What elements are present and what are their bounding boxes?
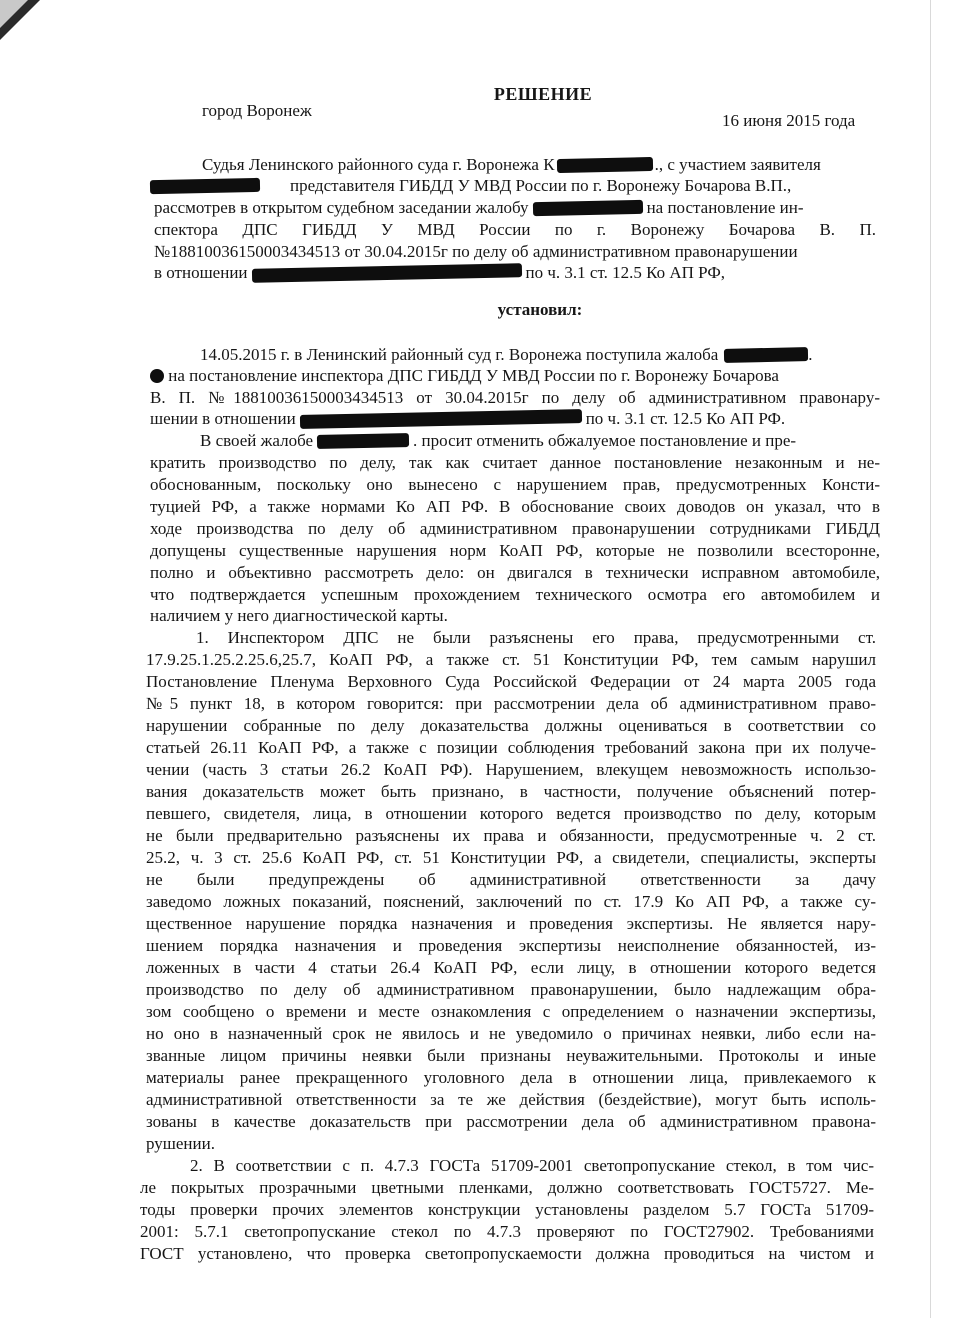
text-line: чении (часть 3 статьи 26.2 КоАП РФ). Нарушением, влекущем невозможность использо-: [146, 760, 876, 779]
scan-edge-line: [930, 0, 931, 1318]
text-line: шении в отношении по ч. 3.1 ст. 12.5 Ко АП РФ.: [150, 409, 786, 428]
text-line: вания доказательств может быть признано, в частности, получение объяснений потер-: [146, 782, 876, 801]
decision-date: 16 июня 2015 года: [722, 111, 856, 130]
text-line: 2. В соответствии с п. 4.7.3 ГОСТа 51709-2001 светопропускание стекол, в том чис-: [190, 1156, 874, 1175]
text-line: 17.9.25.1.25.2.25.6,25.7, КоАП РФ, а также ст. 51 Конституции РФ, тем самым нарушил: [146, 650, 876, 669]
redaction-mark: [300, 409, 582, 429]
text-line: рушении.: [146, 1134, 215, 1153]
text-line: административной ответственности за те же действия (бездействие), могут быть исполь-: [146, 1090, 876, 1109]
redaction-mark: [150, 369, 164, 383]
text-line: ГОСТ установлено, что проверка светопропускаемости должна проводиться на чистом и: [140, 1244, 874, 1263]
text-line: что подтверждается успешным прохождением технического осмотра его автомобилем и: [150, 585, 880, 604]
redaction-mark: [556, 157, 652, 173]
text-line: ложенных в части 4 статьи 26.4 КоАП РФ, если лицу, в отношении которого ведется: [146, 958, 876, 977]
text-line: допущены существенные нарушения норм КоАП РФ, которые не позволили всесторонне,: [150, 541, 880, 560]
redaction-mark: [251, 263, 521, 283]
redaction-mark: [532, 200, 642, 216]
text-line: спектора ДПС ГИБДД У МВД России по г. Воронежу Бочарова В. П.: [154, 220, 876, 239]
text-line: не были предупреждены об административной ответственности за дачу: [146, 870, 876, 889]
text-line: В. П. №18810036150003434513 от 30.04.2015г по делу об административном правонару-: [150, 388, 880, 407]
text-line: званные лицом причины неявки были признаны неуважительными. Протоколы и иные: [146, 1046, 876, 1065]
text-line: рассмотрев в открытом судебном заседании жалобу на постановление ин-: [154, 198, 804, 217]
text-line: материалы ранее прекращенного уголовного дела в отношении лица, привлекаемого к: [146, 1068, 876, 1087]
text-line: наличием у него диагностической карты.: [150, 606, 448, 625]
text-line: 2001: 5.7.1 светопропускание стекол по 4.7.3 проверяют по ГОСТ27902. Требованиями: [140, 1222, 874, 1241]
text-line: но оно в назначенный срок не явилось и не уведомило о причинах неявки, либо если на-: [146, 1024, 876, 1043]
section-heading: установил:: [497, 300, 583, 319]
text-line: кратить производство по делу, так как считает данное постановление незаконным и не-: [150, 453, 880, 472]
text-line: 14.05.2015 г. в Ленинский районный суд г. Воронежа поступила жалоба .: [200, 345, 813, 364]
redaction-mark: [724, 347, 808, 363]
text-line: шением порядка назначения и проведения экспертизы неисполнение обязанностей, из-: [146, 936, 876, 955]
text-line: 1. Инспектором ДПС не были разъяснены его права, предусмотренными ст.: [196, 628, 876, 647]
text-line: ходе производства по делу об административном правонарушении сотрудниками ГИБДД: [150, 519, 880, 538]
text-line: щественное нарушение порядка назначения и проведения экспертизы. Не является нару-: [146, 914, 876, 933]
text-line: №5 пункт 18, в котором говорится: при рассмотрении дела об административном право-: [146, 694, 876, 713]
city-label: город Воронеж: [202, 101, 312, 120]
text-line: №18810036150003434513 от 30.04.2015г по делу об административном правонарушении: [154, 242, 798, 261]
text-line: в отношении по ч. 3.1 ст. 12.5 Ко АП РФ,: [154, 263, 725, 282]
page-corner-fold-inner: [0, 0, 28, 28]
text-line: 25.2, ч. 3 ст. 25.6 КоАП РФ, ст. 51 Конституции РФ, а свидетели, специалисты, эксперты: [146, 848, 876, 867]
text-line: обоснованным, поскольку оно вынесено с нарушением прав, предусмотренных Консти-: [150, 475, 880, 494]
text-line: зом сообщено о времени и месте ознакомления с определением о назначении экспертизы,: [146, 1002, 876, 1021]
text-line: зованы в качестве доказательств при рассмотрении дела об административном правона-: [146, 1112, 876, 1131]
redaction-mark: [150, 178, 260, 194]
text-line: Постановление Пленума Верховного Суда Российской Федерации от 24 марта 2005 года: [146, 672, 876, 691]
text-line: на постановление инспектора ДПС ГИБДД У МВД России по г. Воронежу Бочарова: [150, 365, 880, 387]
text-line: нарушении собранные по делу доказательства должны оцениваться в соответствии со: [146, 716, 876, 735]
text-line: Судья Ленинского районного суда г. Воронежа К ., с участием заявителя: [202, 155, 821, 174]
text-line: заведомо ложных показаний, пояснений, заключений по ст. 17.9 Ко АП РФ, а также су-: [146, 892, 876, 911]
text-line: В своей жалобе . просит отменить обжалуемое постановление и пре-: [200, 431, 797, 450]
text-line: туцией РФ, а также нормами Ко АП РФ. В обоснование своих доводов он указал, что в: [150, 497, 880, 516]
document-title: РЕШЕНИЕ: [493, 84, 593, 104]
text-line: представителя ГИБДД У МВД России по г. Воронежу Бочарова В.П.,: [150, 175, 872, 197]
text-line: не были предварительно разъяснены их права и обязанности, предусмотренные ч. 2 ст.: [146, 826, 876, 845]
text-line: полно и объективно рассмотреть дело: он двигался в технически исправном автомобиле,: [150, 563, 880, 582]
text-line: производство по делу об административном правонарушении, было надлежащим обра-: [146, 980, 876, 999]
text-line: певшего, свидетеля, лица, в отношении которого ведется производство по делу, которым: [146, 804, 876, 823]
text-line: статьей 26.11 КоАП РФ, а также с позиции соблюдения требований закона при их получе-: [146, 738, 876, 757]
text-line: тоды проверки прочих элементов конструкции установлены разделом 5.7 ГОСТа 51709-: [140, 1200, 874, 1219]
redaction-mark: [317, 433, 409, 449]
text-line: ле покрытых прозрачными цветными пленками, должно соответствовать ГОСТ5727. Ме-: [140, 1178, 874, 1197]
